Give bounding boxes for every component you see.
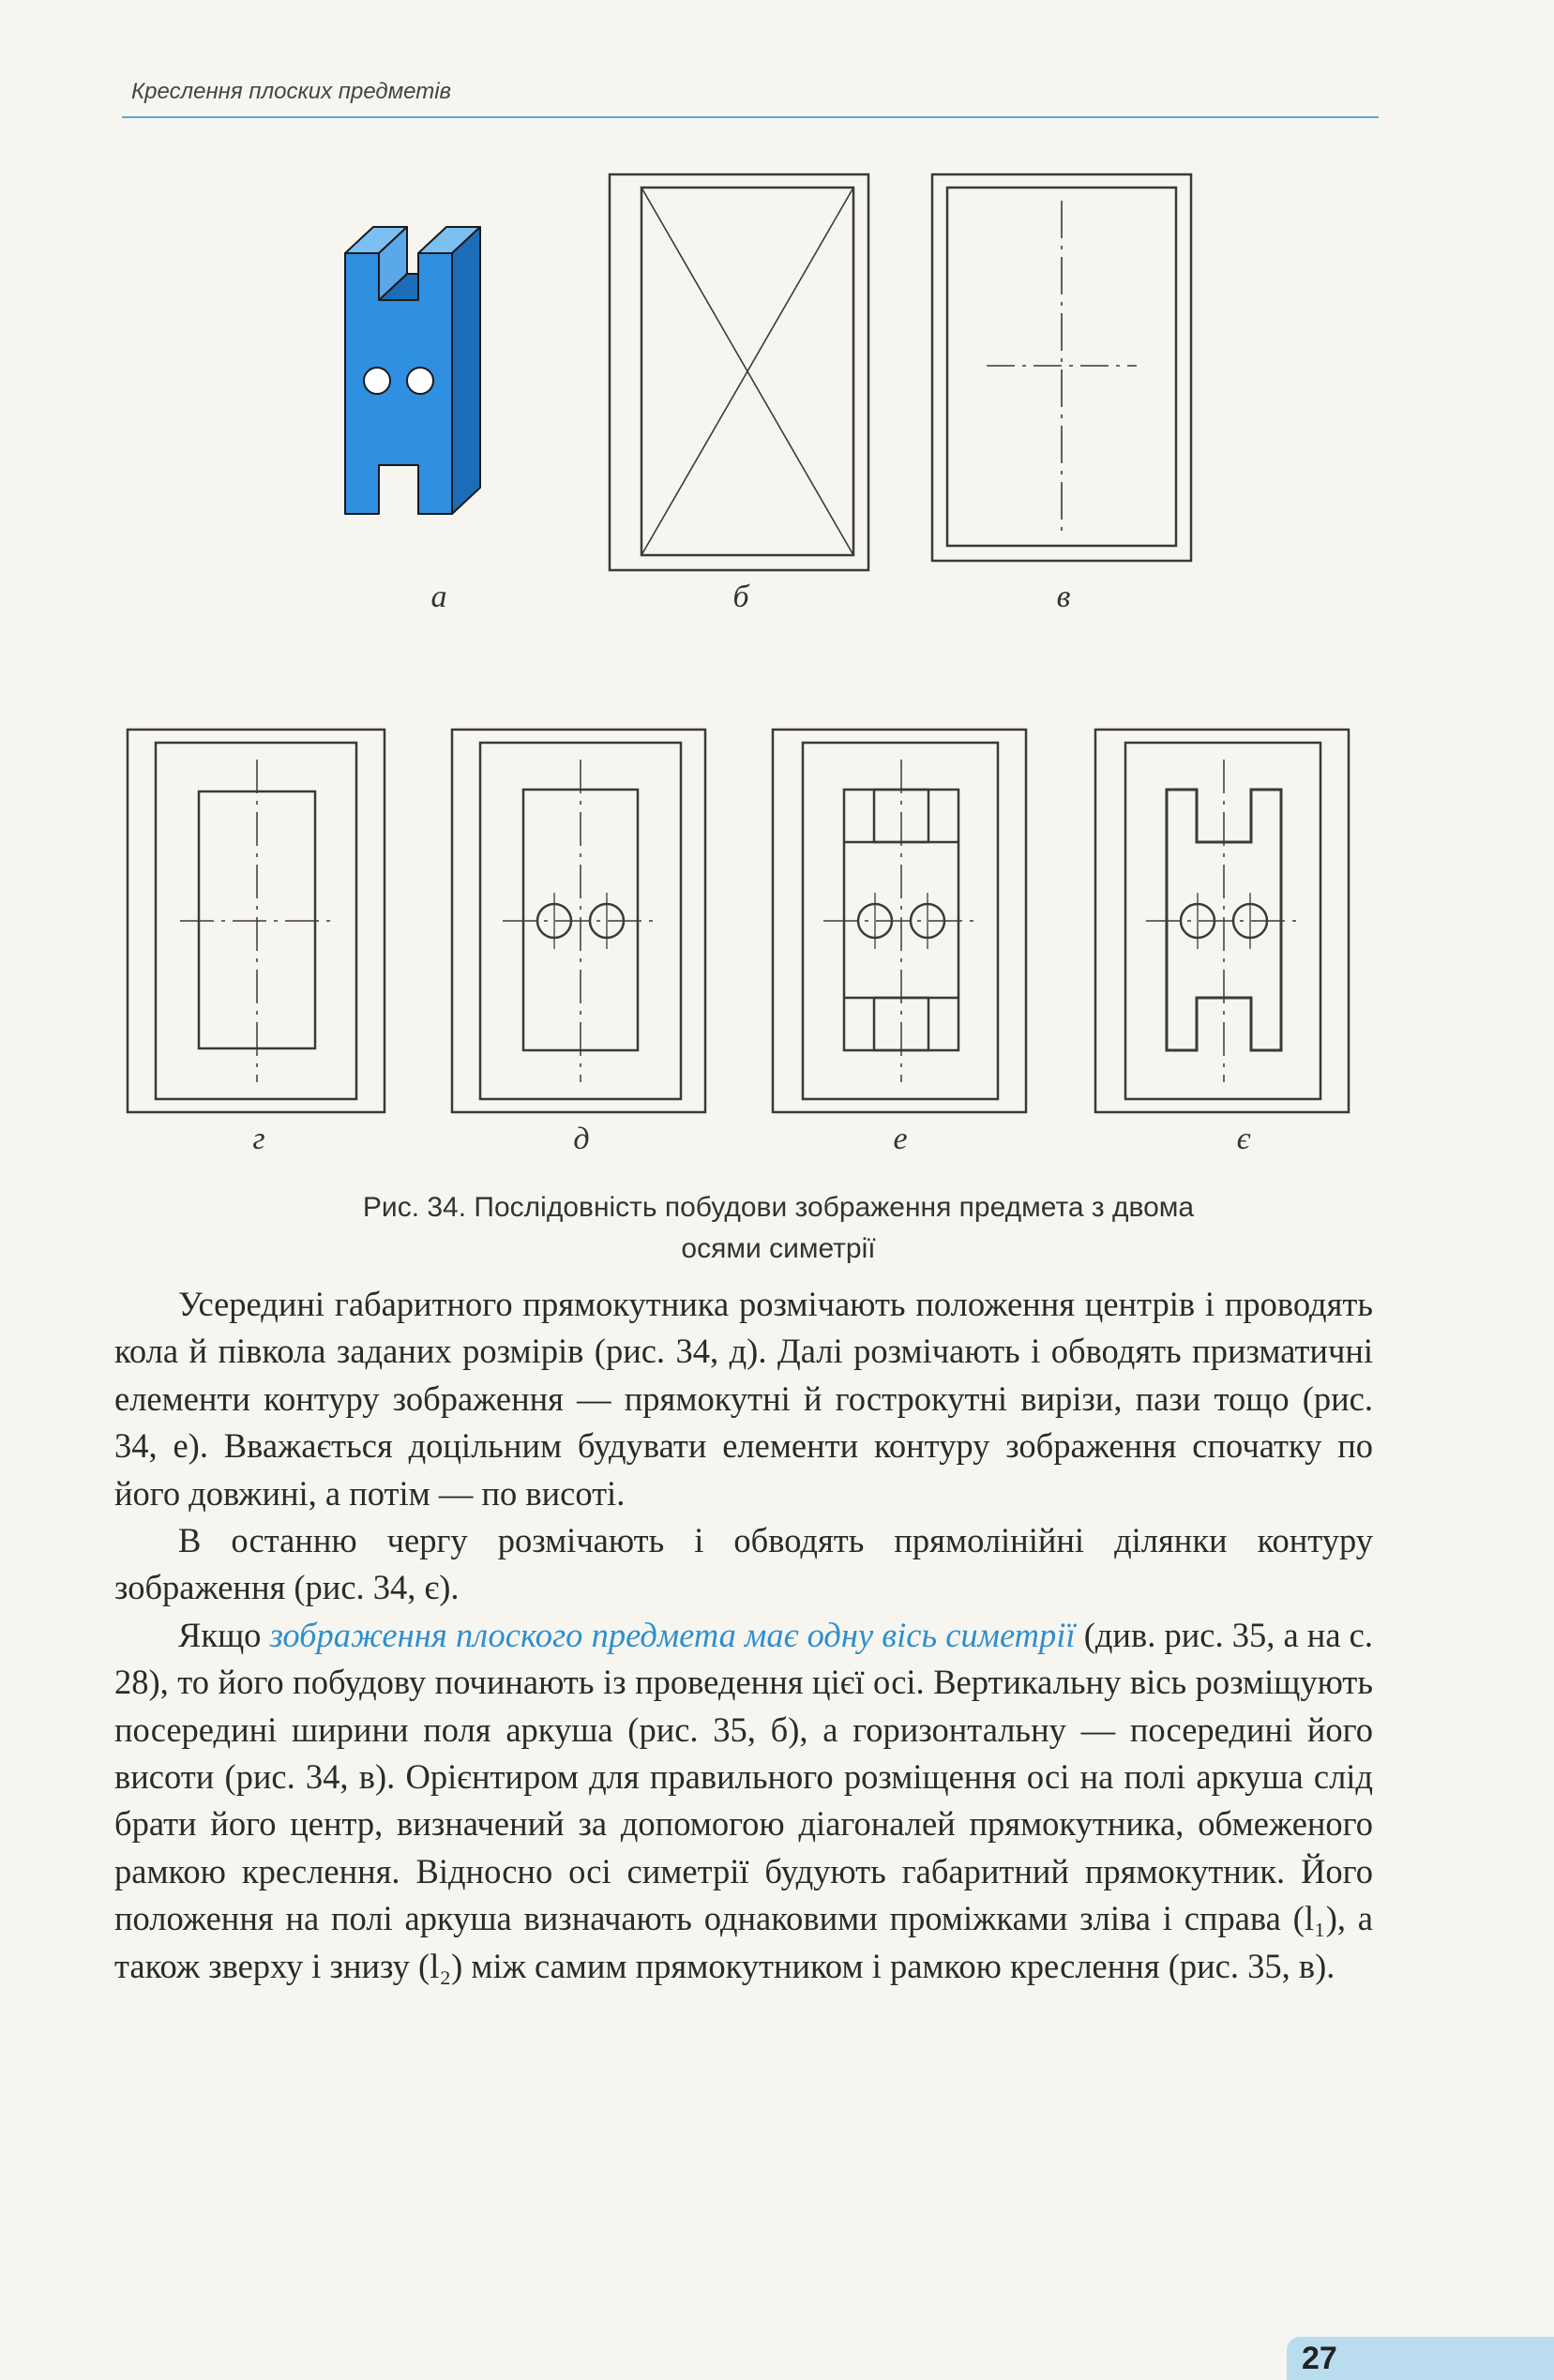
paragraph-1: Усередині габаритного прямокутника розмічають положення центрів і проводять кола й півкола заданих розмірів (рис. 34, д). Далі розмічають і обводять призматичні елементи контуру зображення — прямокутні й гострокутні вирізи, пази тощо (рис. 34, е). Вважається доцільним будувати елементи контуру зображення спочатку по його довжині, а потім — по висоті. (114, 1285, 1373, 1513)
figure-label-v: в (1056, 580, 1071, 614)
paragraph-2: В останню чергу розмічають і обводять прямолінійні ділянки контуру зображення (рис. 34, є). (114, 1521, 1373, 1607)
caption-line-1: Рис. 34. Послідовність побудови зображення предмета з двома (362, 1192, 1195, 1223)
header-rule (122, 116, 1379, 118)
figure-b-sheet-diagonals (608, 173, 872, 574)
figure-d-holes (450, 728, 709, 1116)
figure-ye-final-contour (1094, 728, 1352, 1116)
figure-v-sheet-axes (930, 173, 1195, 565)
figure-caption (131, 1187, 1426, 1270)
figure-a-isometric-part (328, 216, 516, 525)
figure-g-bounding-rect (126, 728, 388, 1116)
figure-label-b: б (732, 580, 749, 614)
highlighted-term: зображення плоского предмета має одну вісь симетрії (269, 1615, 1076, 1654)
figure-label-ye: є (1236, 1122, 1251, 1156)
paragraph-3 (114, 1612, 1373, 1990)
paragraph-3-start: Якщо (178, 1615, 270, 1654)
running-header: Креслення плоских предметів (131, 79, 452, 104)
page-number: 27 (1302, 2341, 1337, 2376)
body-text (114, 1281, 1373, 1990)
figure-label-d: д (573, 1122, 590, 1156)
caption-line-2: осями симетрії (681, 1233, 876, 1264)
figure-e-slots (771, 728, 1030, 1116)
figure-label-e: е (893, 1122, 908, 1156)
figure-label-a: а (430, 580, 447, 614)
figure-label-g: г (252, 1122, 265, 1156)
paragraph-3-end: (див. рис. 35, а на с. 28), то його побудову починають із проведення цієї осі. Вертикальну вісь розміщують посередині ширини поля аркуша (рис. 35, б), а горизонтальну — посередині його висоти (рис. 34, в). Орієнтиром для правильного розміщення осі на полі аркуша слід брати його центр, визначений за допомогою діагоналей прямокутника, обмеженого рамкою креслення. Відносно осі симетрії будують габаритний прямокутник. Його положення на полі аркуша визначають однаковими проміжками зліва і справа (l₁), а також зверху і знизу (l₂) між самим прямокутником і рамкою креслення (рис. 35, в). (114, 1615, 1373, 1985)
